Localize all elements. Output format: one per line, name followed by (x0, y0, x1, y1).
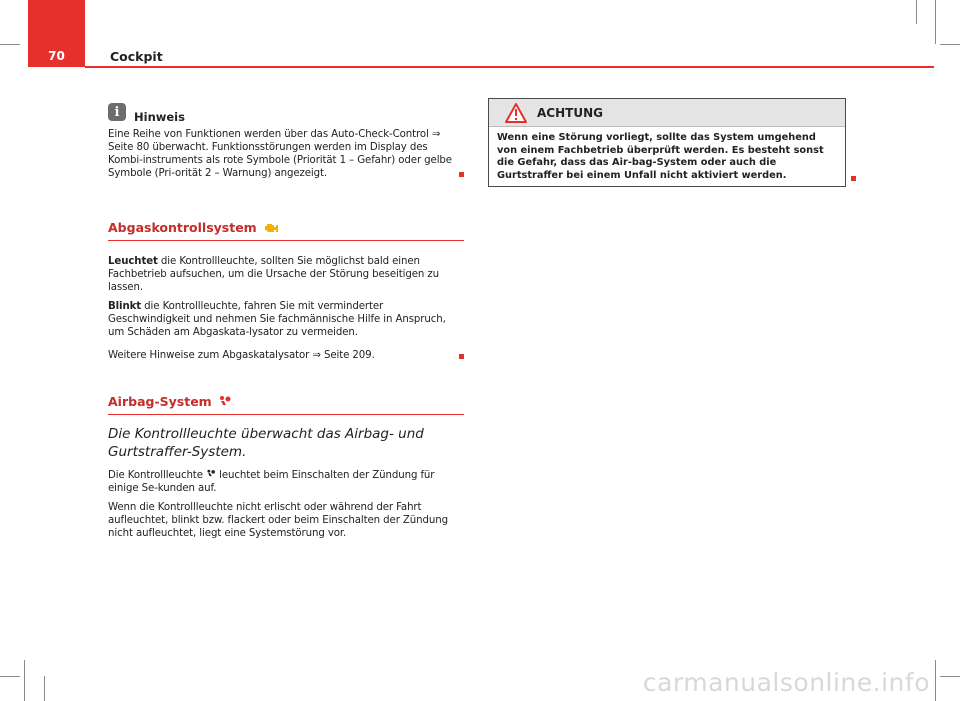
note-text: Eine Reihe von Funktionen werden über das Auto-Check-Control ⇒ Seite 80 überwacht. Funktionsstörungen werden im Display des Kombi-instruments als rote Symbole (Priorität 1 – Gefahr) oder gelbe Symbole (Pri-orität 2 – Warnung) angezeigt. (108, 129, 452, 179)
exhaust-title-text: Abgaskontrollsystem (108, 220, 257, 235)
section-end-marker (851, 176, 856, 181)
crop-mark (916, 0, 917, 24)
crop-mark (44, 676, 45, 701)
exhaust-section-title (108, 220, 464, 241)
note-section (108, 100, 464, 180)
airbag-paragraph-1 (108, 469, 464, 495)
section-end-marker (459, 172, 464, 177)
crop-mark (0, 676, 20, 677)
airbag-p1-b: leuchtet beim Einschalten der Zündung für einige Se-kunden auf. (108, 470, 435, 494)
crop-mark (24, 660, 25, 701)
header-divider (85, 66, 934, 68)
note-header (108, 100, 464, 124)
header-color-bar (28, 0, 85, 45)
info-icon: i (108, 103, 126, 121)
airbag-icon (218, 395, 232, 409)
exhaust-paragraph-2 (108, 300, 464, 339)
airbag-section-title (108, 394, 464, 415)
crop-mark (940, 676, 960, 677)
page-number: 70 (28, 45, 85, 67)
warning-header (489, 99, 845, 127)
page-title: Cockpit (110, 49, 163, 64)
airbag-lead: Die Kontrollleuchte überwacht das Airbag- und Gurtstraffer-System. (108, 426, 424, 460)
crop-mark (940, 44, 960, 45)
note-title: Hinweis (134, 110, 185, 124)
exhaust-paragraph-3: Weitere Hinweise zum Abgaskatalysator ⇒ Seite 209. (108, 350, 375, 361)
engine-warning-icon (263, 222, 279, 234)
airbag-paragraph-2: Wenn die Kontrollleuchte nicht erlischt oder während der Fahrt aufleuchtet, blinkt bzw. flackert oder beim Einschalten der Zündung nicht aufleuchtet, liegt eine Systemstörung vor. (108, 502, 448, 539)
warning-text: Wenn eine Störung vorliegt, sollte das System umgehend von einem Fachbetrieb überprüft werden. Es besteht sonst die Gefahr, dass das Air-bag-System oder auch die Gurtstraffer bei einem Unfall nicht aktiviert werden. (497, 132, 824, 181)
airbag-title-text: Airbag-System (108, 394, 212, 409)
left-column (108, 100, 464, 540)
exhaust-p2-bold: Blinkt (108, 301, 142, 312)
warning-box (488, 98, 846, 187)
exhaust-p1-text: die Kontrollleuchte, sollten Sie möglichst bald einen Fachbetrieb aufsuchen, um die Ursache der Störung beseitigen zu lassen. (108, 256, 439, 293)
warning-title: ACHTUNG (537, 105, 603, 120)
exhaust-paragraph-3-wrap (108, 349, 464, 362)
exhaust-p2-text: die Kontrollleuchte, fahren Sie mit verminderter Geschwindigkeit und nehmen Sie fachmännische Hilfe in Anspruch, um Schäden am Abgaskata-lysator zu vermeiden. (108, 301, 446, 338)
airbag-p1-a: Die Kontrollleuchte (108, 470, 207, 481)
crop-mark (0, 44, 20, 45)
section-end-marker (459, 354, 464, 359)
crop-mark (935, 660, 936, 701)
exhaust-p1-bold: Leuchtet (108, 256, 158, 267)
warning-triangle-icon (505, 103, 527, 123)
exhaust-paragraph-1 (108, 255, 464, 294)
watermark: carmanualsonline.info (642, 668, 930, 697)
crop-mark (935, 0, 936, 44)
airbag-icon (206, 469, 216, 479)
